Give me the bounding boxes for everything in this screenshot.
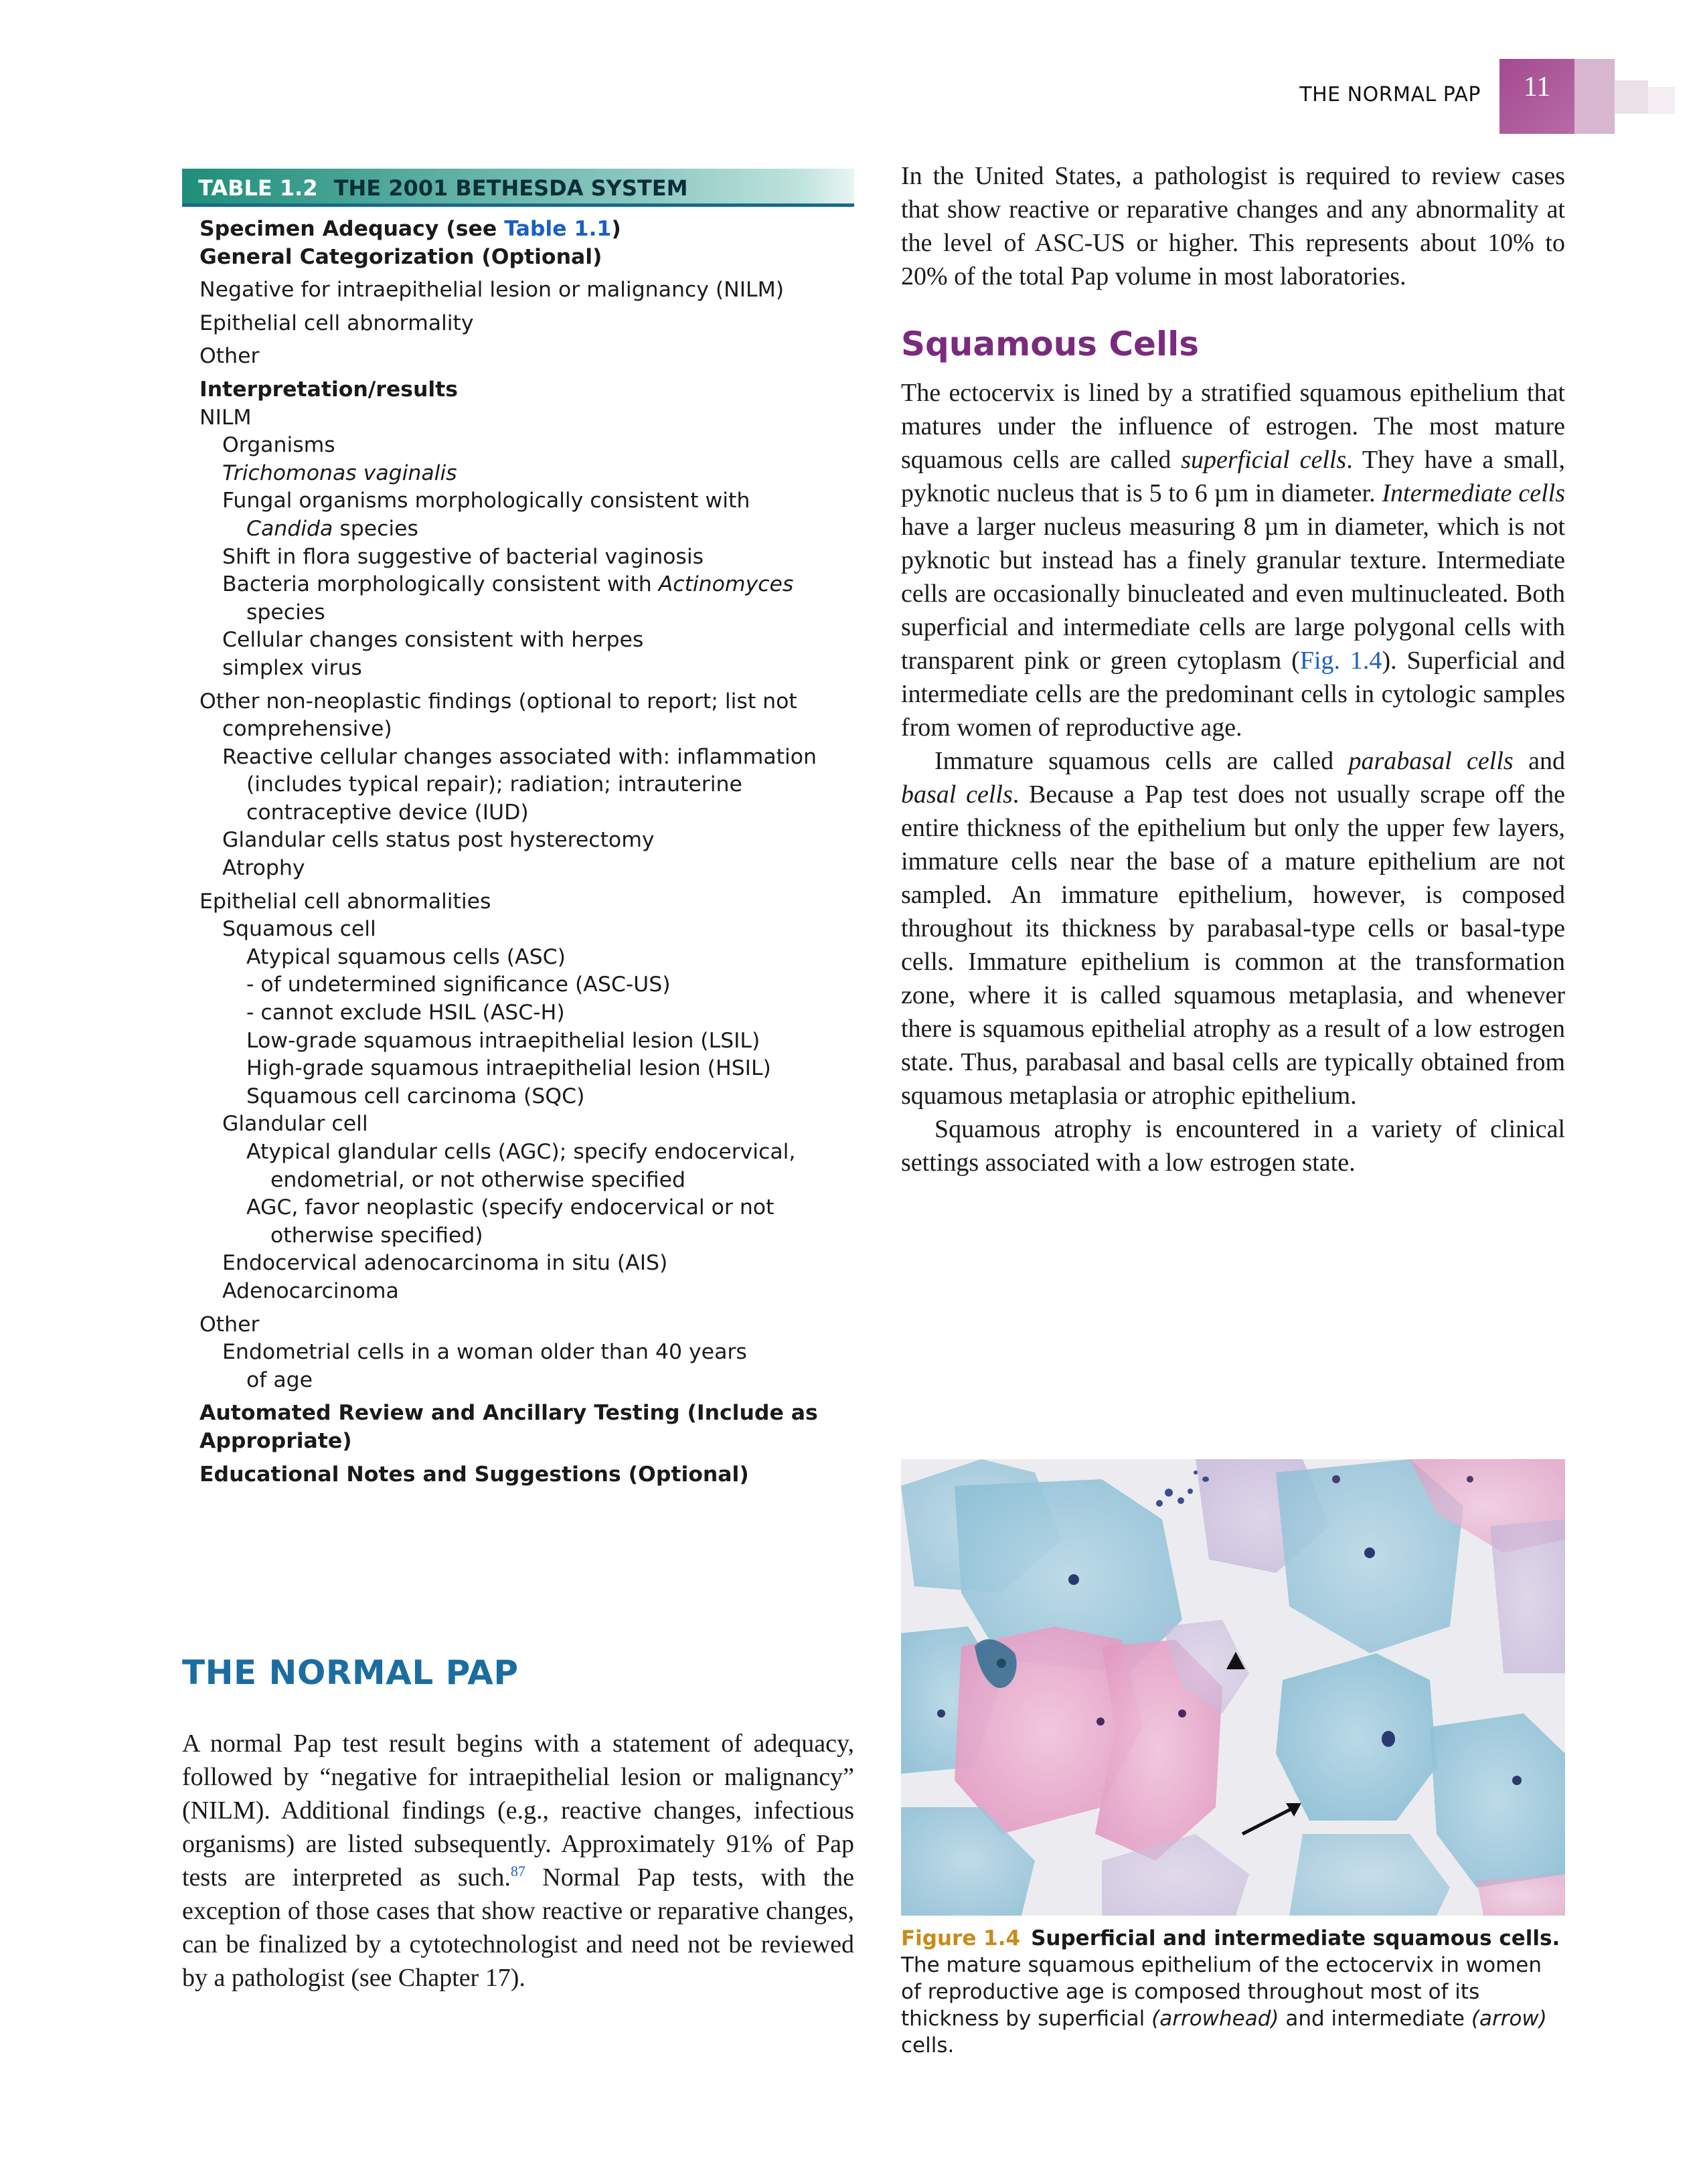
table-1-1-link[interactable]: Table 1.1 — [504, 217, 612, 241]
blue-cell — [1276, 1653, 1437, 1821]
table-row: - of undetermined significance (ASC-US) — [246, 973, 671, 997]
nucleus — [1194, 1471, 1198, 1475]
squamous-paragraph-1: The ectocervix is lined by a stratified squamous epithelium that matures under the influence of estrogen. The most mature squamous cells are called superficial cells. They have a small, pyknotic nucleus that is 5 to 6 µm in diameter. Intermediate cells have a larger nucleus measuring 8 µm in diameter, which is not pyknotic but instead has a finely granular texture. Intermediate cells are occasionally binucleated and even multinucleated. Both superficial and intermediate cells are large polygonal cells with transparent pink or green cytoplasm (Fig. 1.4). Superficial and intermediate cells are the predominant cells in cytologic samples from women of reproductive age. — [901, 379, 1565, 742]
table-row: Endometrial cells in a woman older than 40 years — [222, 1340, 747, 1365]
nucleus — [1177, 1497, 1184, 1504]
table-row: Other — [199, 1312, 260, 1337]
figure-1-4-micrograph — [901, 1459, 1565, 1916]
figure-label: Figure 1.4 — [901, 1926, 1021, 1950]
table-row: NILM — [199, 405, 252, 430]
table-row: species — [246, 600, 325, 624]
nucleus — [1156, 1500, 1163, 1507]
nucleus — [1364, 1547, 1375, 1558]
table-row: Atrophy — [222, 856, 305, 881]
table-row: Negative for intraepithelial lesion or malignancy (NILM) — [199, 278, 785, 303]
nucleus — [1178, 1709, 1186, 1717]
page-number: 11 — [1523, 72, 1551, 102]
table-row: Atypical glandular cells (AGC); specify endocervical, — [246, 1140, 796, 1164]
table-row: Epithelial cell abnormalities — [199, 889, 491, 914]
table-row: Other non-neoplastic findings (optional to report; list not — [199, 689, 797, 713]
figure-title: Superficial and intermediate squamous cells. — [1031, 1926, 1560, 1950]
nucleus — [1165, 1489, 1173, 1497]
section-heading-normal-pap: THE NORMAL PAP — [182, 1653, 519, 1692]
running-header-title: THE NORMAL PAP — [1299, 83, 1481, 106]
table-row: contraceptive device (IUD) — [246, 800, 529, 825]
right-column — [901, 159, 1565, 1179]
nucleus — [1512, 1776, 1522, 1785]
nucleus — [937, 1709, 945, 1717]
table-row: Glandular cells status post hysterectomy — [222, 828, 655, 853]
table-row: Organisms — [222, 433, 335, 458]
intro-paragraph: In the United States, a pathologist is required to review cases that show reactive or reparative changes and any abnormality at the level of ASC-US or higher. This represents about 10% to 20% of the total Pap volume in most laboratories. — [901, 162, 1565, 290]
table-row: High-grade squamous intraepithelial lesion (HSIL) — [246, 1056, 771, 1081]
figure-1-4-link[interactable]: Fig. 1.4 — [1299, 647, 1382, 675]
table-row: Candida species — [246, 516, 418, 541]
table-row: Other — [199, 344, 260, 369]
table-row: AGC, favor neoplastic (specify endocervical or not — [246, 1195, 775, 1220]
table-row: Adenocarcinoma — [222, 1278, 399, 1303]
table-row: Educational Notes and Suggestions (Optional) — [199, 1462, 749, 1487]
table-row: - cannot exclude HSIL (ASC-H) — [246, 1001, 565, 1025]
table-row: Interpretation/results — [199, 377, 458, 402]
header-decoration — [1574, 59, 1615, 134]
header-decoration — [1615, 80, 1648, 114]
nucleus — [1332, 1475, 1340, 1483]
nucleus — [1068, 1574, 1079, 1585]
table-title: THE 2001 BETHESDA SYSTEM — [333, 175, 688, 201]
table-row: Reactive cellular changes associated with: inflammation — [222, 744, 817, 769]
table-row: of age — [246, 1367, 313, 1392]
table-row: (includes typical repair); radiation; intrauterine — [246, 772, 742, 797]
nucleus — [1382, 1731, 1395, 1747]
table-row: Bacteria morphologically consistent with Actinomyces — [222, 572, 794, 597]
table-header-rule — [182, 203, 854, 207]
table-row: endometrial, or not otherwise specified — [270, 1167, 685, 1192]
nucleus — [1188, 1489, 1193, 1494]
table-row: simplex virus — [222, 655, 362, 680]
nucleus — [1202, 1477, 1209, 1482]
table-row: Shift in flora suggestive of bacterial vaginosis — [222, 544, 704, 569]
table-row: comprehensive) — [222, 717, 392, 742]
nucleus — [1467, 1476, 1473, 1483]
table-row: General Categorization (Optional) — [199, 244, 602, 269]
nucleus — [1096, 1717, 1105, 1726]
reference-87-link[interactable]: 87 — [510, 1863, 525, 1879]
table-row: Epithelial cell abnormality — [199, 311, 474, 335]
pink-cell — [1477, 1874, 1565, 1916]
table-row: Glandular cell — [222, 1112, 368, 1137]
nucleus — [997, 1659, 1006, 1668]
table-row: Trichomonas vaginalis — [222, 460, 457, 485]
figure-caption: Figure 1.4 Superficial and intermediate squamous cells. The mature squamous epithelium of the ectocervix in women of reproductive age is composed throughout most of its thickness by superficial (arrowhead) and intermediate (arrow) cells. — [901, 1926, 1560, 2057]
table-row: Cellular changes consistent with herpes — [222, 628, 644, 653]
table-row: Squamous cell — [222, 917, 376, 942]
section-heading-squamous-cells: Squamous Cells — [901, 325, 1199, 363]
header-decoration — [1648, 87, 1675, 114]
squamous-paragraph-2: Immature squamous cells are called parabasal cells and basal cells. Because a Pap test does not usually scrape off the entire thickness of the epithelium but only the upper few layers, immature cells near the base of a mature epithelium are not sampled. An immature epithelium, however, is composed throughout its thickness by parabasal-type cells or basal-type cells. Immature epithelium is common at the transformation zone, where it is called squamous metaplasia, and whenever there is squamous epithelial atrophy as a result of a low estrogen state. Thus, parabasal and basal cells are typically obtained from squamous metaplasia or atrophic epithelium. — [901, 747, 1565, 1110]
table-row: Appropriate) — [199, 1428, 352, 1453]
table-row: Automated Review and Ancillary Testing (Include as — [199, 1401, 818, 1426]
table-row: Fungal organisms morphologically consistent with — [222, 489, 750, 513]
table-row: Endocervical adenocarcinoma in situ (AIS) — [222, 1251, 668, 1276]
bethesda-table — [199, 216, 842, 1489]
table-row: Atypical squamous cells (ASC) — [246, 944, 566, 969]
squamous-paragraph-3: Squamous atrophy is encountered in a variety of clinical settings associated with a low estrogen state. — [901, 1115, 1565, 1177]
table-header-bar — [182, 169, 854, 203]
table-label: TABLE 1.2 — [198, 175, 318, 201]
normal-pap-paragraph: A normal Pap test result begins with a statement of adequacy, followed by “negative for intraepithelial lesion or malignancy” (NILM). Additional findings (e.g., reactive changes, infectious organisms) are listed subsequently. Approximately 91% of Pap tests are interpreted as such.$^{87}$ Normal Pap tests, with the exception of those cases that show reactive or reparative changes, can be finalized by a cytotechnologist and need not be reviewed by a pathologist (see Chapter 17). — [182, 1730, 854, 1992]
table-row: Low-grade squamous intraepithelial lesion (LSIL) — [246, 1028, 760, 1053]
page-number-box — [1499, 59, 1574, 134]
table-row: Specimen Adequacy (see Table 1.1) — [199, 217, 621, 241]
table-row: otherwise specified) — [270, 1223, 483, 1248]
table-row: Squamous cell carcinoma (SQC) — [246, 1084, 585, 1108]
